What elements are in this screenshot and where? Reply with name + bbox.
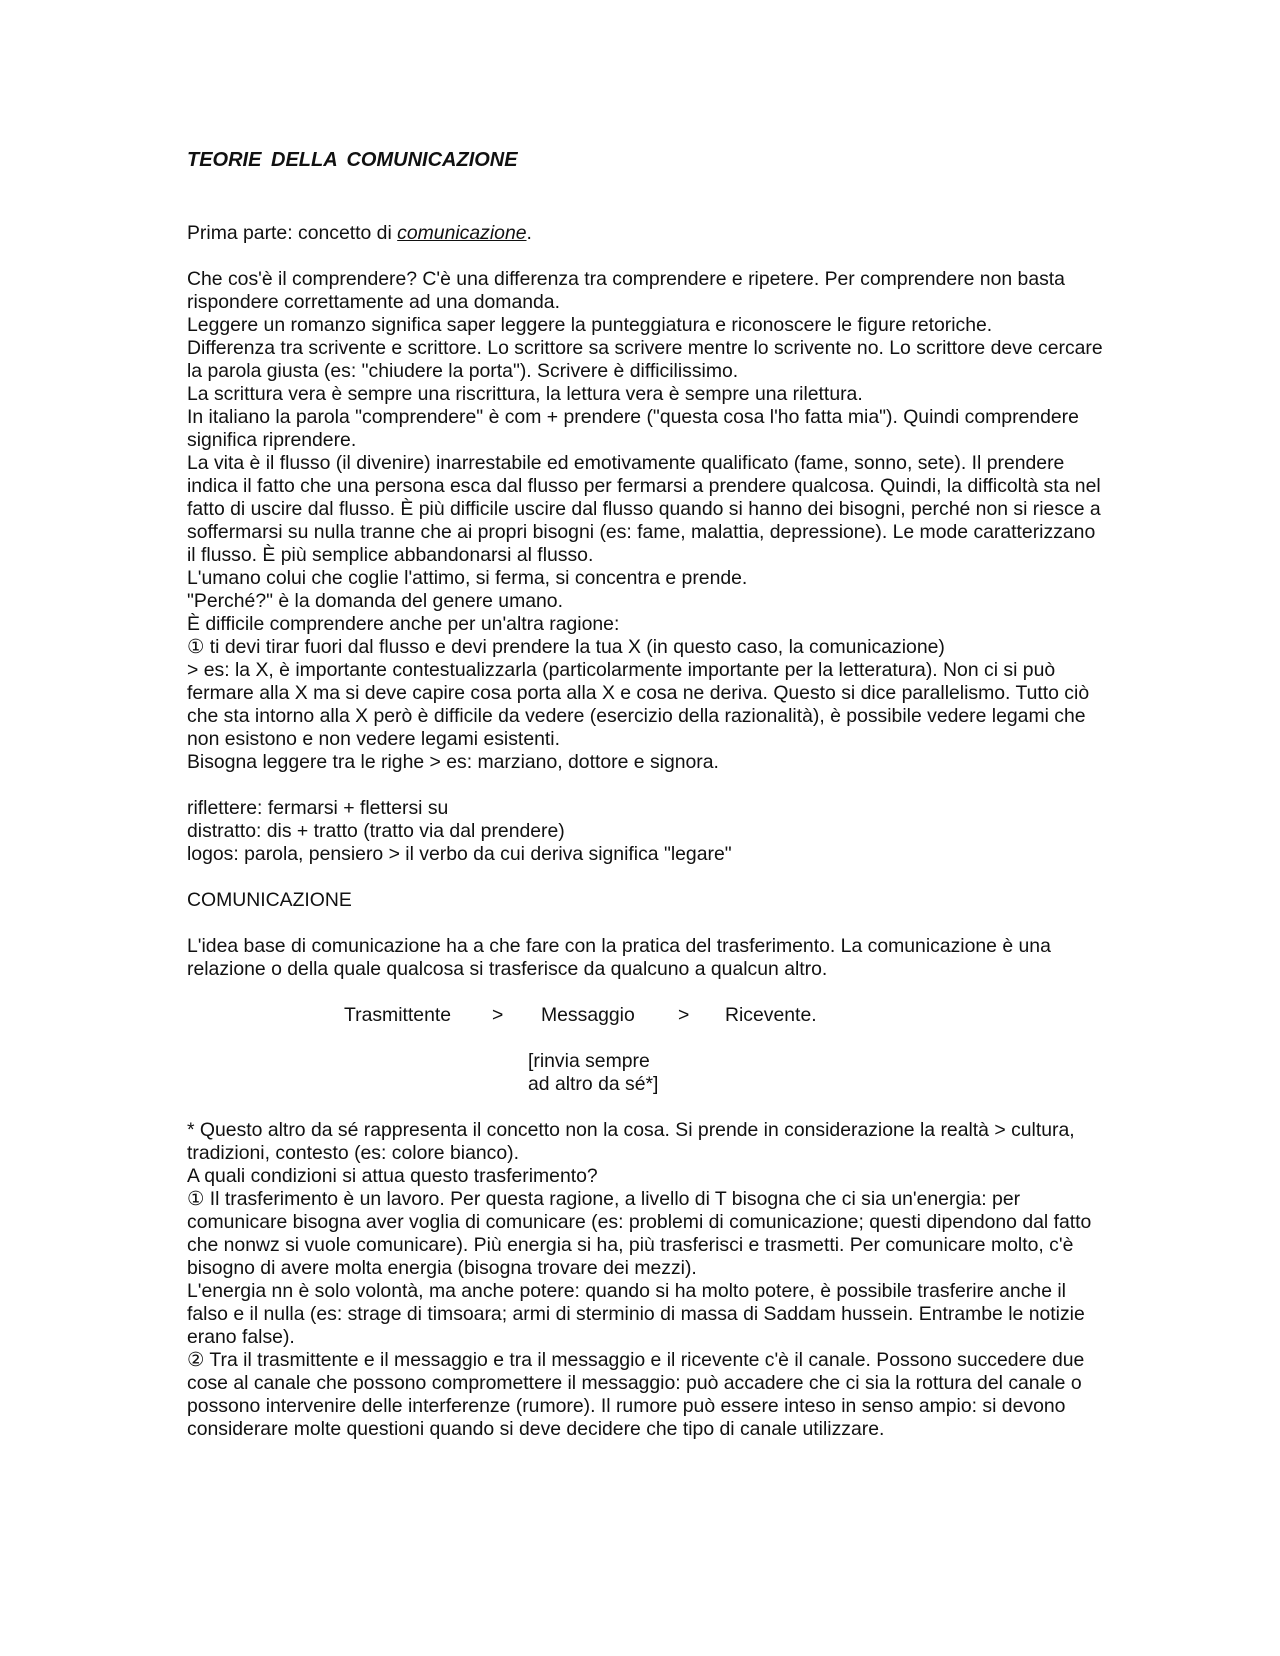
diagram-arrow: >: [492, 1004, 504, 1026]
diagram-sender: Trasmittente: [344, 1004, 452, 1026]
paragraph: È difficile comprendere anche per un'altra ragione:: [187, 613, 620, 635]
spacer: [187, 981, 1107, 1004]
definition-line: distratto: dis + tratto (tratto via dal prendere): [187, 820, 565, 842]
subtitle-prefix: Prima parte: concetto di: [187, 222, 398, 244]
diagram-note-line: ad altro da sé*]: [528, 1073, 659, 1095]
subtitle-suffix: .: [526, 222, 532, 244]
spacer: [187, 245, 1107, 268]
paragraph: A quali condizioni si attua questo trasferimento?: [187, 1165, 598, 1187]
definition-line: riflettere: fermarsi + flettersi su: [187, 797, 449, 819]
paragraph: Leggere un romanzo significa saper leggere la punteggiatura e riconoscere le figure retoriche.: [187, 314, 993, 336]
subtitle: [187, 222, 1107, 245]
paragraph: > es: la X, è importante contestualizzarla (particolarmente importante per la letteratura). Non ci si può fermare alla X ma si deve capire cosa porta alla X e cosa ne deriva. Questo si dice parallelismo. Tutto ciò che sta intorno alla X però è difficile da vedere (esercizio della razionalità), è possibile vedere legami che non esistono e non vedere legami esistenti.: [187, 659, 1090, 750]
paragraph: L'energia nn è solo volontà, ma anche potere: quando si ha molto potere, è possibile trasferire anche il falso e il nulla (es: strage di timsoara; armi di sterminio di massa di Saddam hussein. Entrambe le notizie erano false).: [187, 1280, 1085, 1348]
paragraph: Differenza tra scrivente e scrittore. Lo scrittore sa scrivere mentre lo scrivente no. Lo scrittore deve cercare la parola giusta (es: "chiudere la porta"). Scrivere è difficilissimo.: [187, 337, 1103, 382]
numbered-point: ① Il trasferimento è un lavoro. Per questa ragione, a livello di T bisogna che ci sia un'energia: per comunicare bisogna aver voglia di comunicare (es: problemi di comunicazione; questi dipendono dal fatto che nonwz si vuole comunicare). Più energia si ha, più trasferisci e trasmetti. Per comunicare molto, c'è bisogno di avere molta energia (bisogna trovare dei mezzi).: [187, 1188, 1092, 1279]
numbered-point: ① ti devi tirar fuori dal flusso e devi prendere la tua X (in questo caso, la comunicazione): [187, 636, 945, 658]
diagram-note-line: [rinvia sempre: [528, 1050, 650, 1072]
footnote: * Questo altro da sé rappresenta il concetto non la cosa. Si prende in considerazione la realtà > cultura, tradizioni, contesto (es: colore bianco).: [187, 1119, 1075, 1164]
paragraph: La scrittura vera è sempre una riscrittura, la lettura vera è sempre una rilettura.: [187, 383, 863, 405]
spacer: [187, 774, 1107, 797]
paragraph: La vita è il flusso (il divenire) inarrestabile ed emotivamente qualificato (fame, sonno, sete). Il prendere indica il fatto che una persona esca dal flusso per fermarsi a prendere qualcosa. Quindi, la difficoltà sta nel fatto di uscire dal flusso. È più difficile uscire dal flusso quando si hanno dei bisogni, perché non si riesce a soffermarsi su nulla tranne che ai propri bisogni (es: fame, malattia, depressione). Le mode caratterizzano il flusso. È più semplice abbandonarsi al flusso.: [187, 452, 1101, 566]
definition-line: logos: parola, pensiero > il verbo da cui deriva significa "legare": [187, 843, 732, 865]
paragraph: Che cos'è il comprendere? C'è una differenza tra comprendere e ripetere. Per comprendere non basta rispondere correttamente ad una domanda.: [187, 268, 1065, 313]
document-title: TEORIE DELLA COMUNICAZIONE: [187, 149, 518, 171]
document-body: [187, 149, 1107, 1441]
numbered-point: ② Tra il trasmittente e il messaggio e tra il messaggio e il ricevente c'è il canale. Possono succedere due cose al canale che possono compromettere il messaggio: può accadere che ci sia la rottura del canale o possono intervenire delle interferenze (rumore). Il rumore può essere inteso in senso ampio: si devono considerare molte questioni quando si deve decidere che tipo di canale utilizzare.: [187, 1349, 1085, 1440]
diagram-arrow: >: [678, 1004, 690, 1026]
spacer: [187, 173, 1107, 222]
spacer: [187, 912, 1107, 935]
subtitle-term: comunicazione: [397, 222, 527, 244]
diagram-receiver: Ricevente.: [725, 1004, 817, 1026]
spacer: [187, 866, 1107, 889]
paragraph: Bisogna leggere tra le righe > es: marziano, dottore e signora.: [187, 751, 719, 773]
communication-diagram: [187, 1004, 1107, 1096]
section-heading: COMUNICAZIONE: [187, 889, 352, 911]
spacer: [187, 1096, 1107, 1119]
paragraph: In italiano la parola "comprendere" è com + prendere ("questa cosa l'ho fatta mia"). Quindi comprendere significa riprendere.: [187, 406, 1079, 451]
paragraph: L'idea base di comunicazione ha a che fare con la pratica del trasferimento. La comunicazione è una relazione o della quale qualcosa si trasferisce da qualcuno a qualcun altro.: [187, 935, 1051, 980]
paragraph: "Perché?" è la domanda del genere umano.: [187, 590, 563, 612]
paragraph: L'umano colui che coglie l'attimo, si ferma, si concentra e prende.: [187, 567, 748, 589]
diagram-message: Messaggio: [541, 1004, 635, 1026]
